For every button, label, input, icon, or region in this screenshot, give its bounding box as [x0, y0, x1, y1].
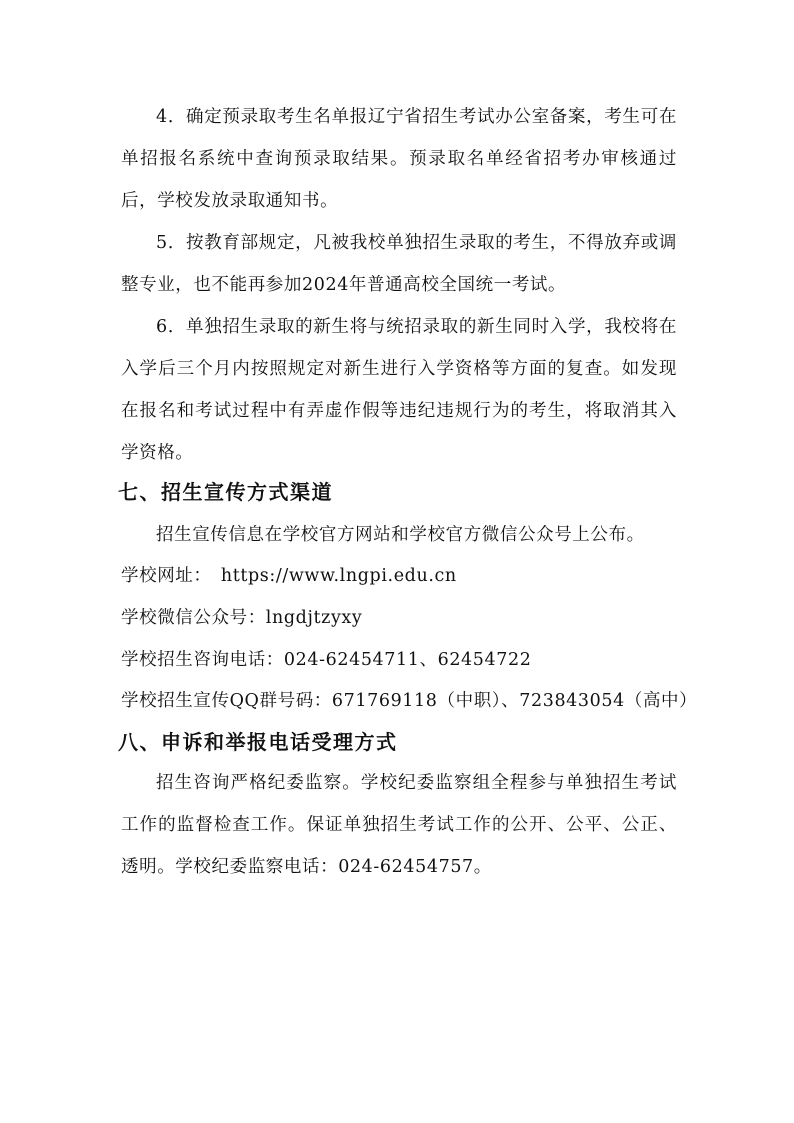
item-4-paragraph: 4．确定预录取考生名单报辽宁省招生考试办公室备案，考生可在单招报名系统中查询预录取结果。预录取名单经省招考办审核通过后，学校发放录取通知书。 [121, 107, 677, 211]
school-website: 学校网址： https://www.lngpi.edu.cn [121, 566, 457, 586]
item-6-paragraph: 6．单独招生录取的新生将与统招录取的新生同时入学，我校将在入学后三个月内按照规定对新生进行入学资格等方面的复查。如发现在报名和考试过程中有弄虚作假等违纪违规行为的考生，将取消其入学资格。 [121, 317, 677, 463]
school-qq-groups: 学校招生宣传QQ群号码：671769118（中职）、723843054（高中） [121, 691, 698, 711]
school-phone: 学校招生咨询电话：024-62454711、62454722 [121, 650, 532, 670]
section-7-intro: 招生宣传信息在学校官方网站和学校官方微信公众号上公布。 [156, 525, 645, 545]
item-5-paragraph: 5．按教育部规定，凡被我校单独招生录取的考生，不得放弃或调整专业，也不能再参加2024年普通高校全国统一考试。 [121, 233, 677, 295]
section-7-heading: 七、招生宣传方式渠道 [118, 480, 333, 504]
school-wechat: 学校微信公众号：lngdjtzyxy [121, 608, 363, 628]
section-8-heading: 八、申诉和举报电话受理方式 [118, 730, 398, 754]
section-8-paragraph: 招生咨询严格纪委监察。学校纪委监察组全程参与单独招生考试工作的监督检查工作。保证单独招生考试工作的公开、公平、公正、透明。学校纪委监察电话：024-62454757。 [121, 773, 677, 877]
